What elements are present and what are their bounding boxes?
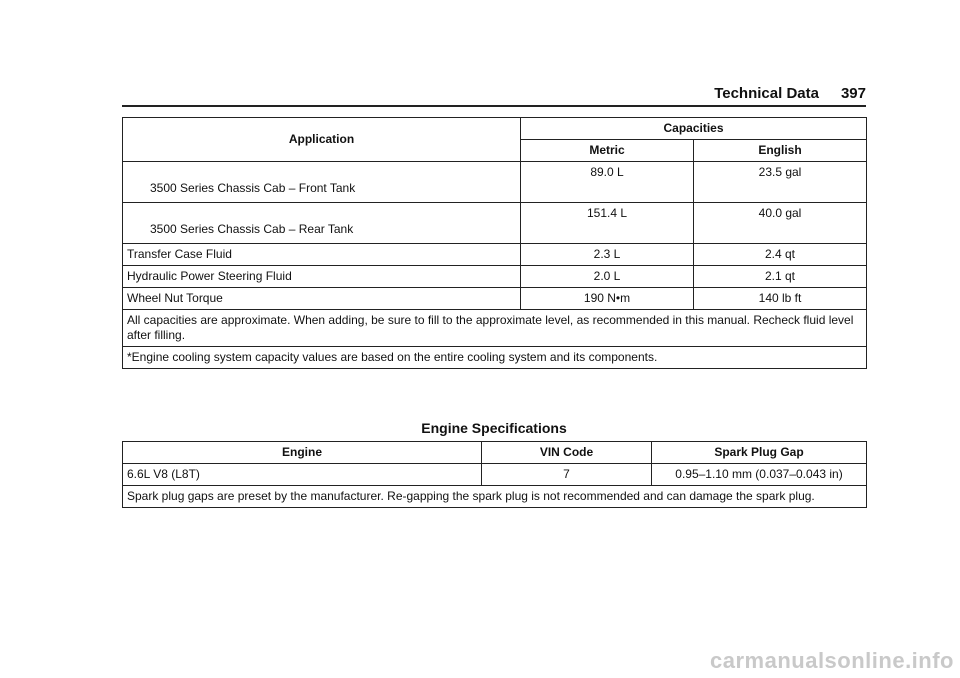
col-vin-header: VIN Code: [482, 442, 652, 464]
table-row: [123, 203, 867, 244]
engine-header-row: [123, 442, 867, 464]
capacities-header-row: [123, 118, 867, 140]
page-header: [122, 84, 866, 107]
application-cell: 3500 Series Chassis Cab – Front Tank: [150, 181, 356, 195]
table-row: [123, 288, 867, 310]
col-metric-header: Metric: [521, 140, 694, 162]
spark-plug-note: Spark plug gaps are preset by the manufacturer. Re-gapping the spark plug is not recommended and can damage the spark plug.: [123, 486, 867, 508]
application-cell: Hydraulic Power Steering Fluid: [123, 266, 521, 288]
capacities-table: [122, 117, 867, 369]
gap-cell: 0.95–1.10 mm (0.037–0.043 in): [652, 464, 867, 486]
cooling-note: *Engine cooling system capacity values are based on the entire cooling system and its components.: [123, 347, 867, 369]
application-cell: 3500 Series Chassis Cab – Rear Tank: [150, 222, 354, 236]
col-capacities-header: Capacities: [521, 118, 867, 140]
col-engine-header: Engine: [123, 442, 482, 464]
col-english-header: English: [694, 140, 867, 162]
table-row: [123, 244, 867, 266]
note-row: [123, 486, 867, 508]
page-number: 397: [840, 85, 866, 102]
english-cell: 140 lb ft: [694, 288, 867, 310]
vin-cell: 7: [482, 464, 652, 486]
english-cell: 40.0 gal: [694, 203, 867, 244]
note-row: [123, 347, 867, 369]
col-application-header: Application: [123, 118, 521, 162]
engine-specifications-table: [122, 441, 867, 508]
metric-cell: 151.4 L: [521, 203, 694, 244]
col-gap-header: Spark Plug Gap: [652, 442, 867, 464]
english-cell: 23.5 gal: [694, 162, 867, 203]
watermark: carmanualsonline.info: [710, 648, 954, 673]
application-cell: Transfer Case Fluid: [123, 244, 521, 266]
metric-cell: 2.0 L: [521, 266, 694, 288]
section-title: Technical Data: [714, 85, 819, 102]
capacities-note: All capacities are approximate. When adding, be sure to fill to the approximate level, as recommended in this manual. Recheck fluid level after filling.: [123, 310, 867, 347]
metric-cell: 89.0 L: [521, 162, 694, 203]
metric-cell: 2.3 L: [521, 244, 694, 266]
metric-cell: 190 N•m: [521, 288, 694, 310]
table-row: [123, 464, 867, 486]
application-cell: Wheel Nut Torque: [123, 288, 521, 310]
engine-specifications-title: Engine Specifications: [421, 420, 567, 436]
note-row: [123, 310, 867, 347]
engine-cell: 6.6L V8 (L8T): [123, 464, 482, 486]
table-row: [123, 266, 867, 288]
table-row: [123, 162, 867, 203]
english-cell: 2.4 qt: [694, 244, 867, 266]
english-cell: 2.1 qt: [694, 266, 867, 288]
